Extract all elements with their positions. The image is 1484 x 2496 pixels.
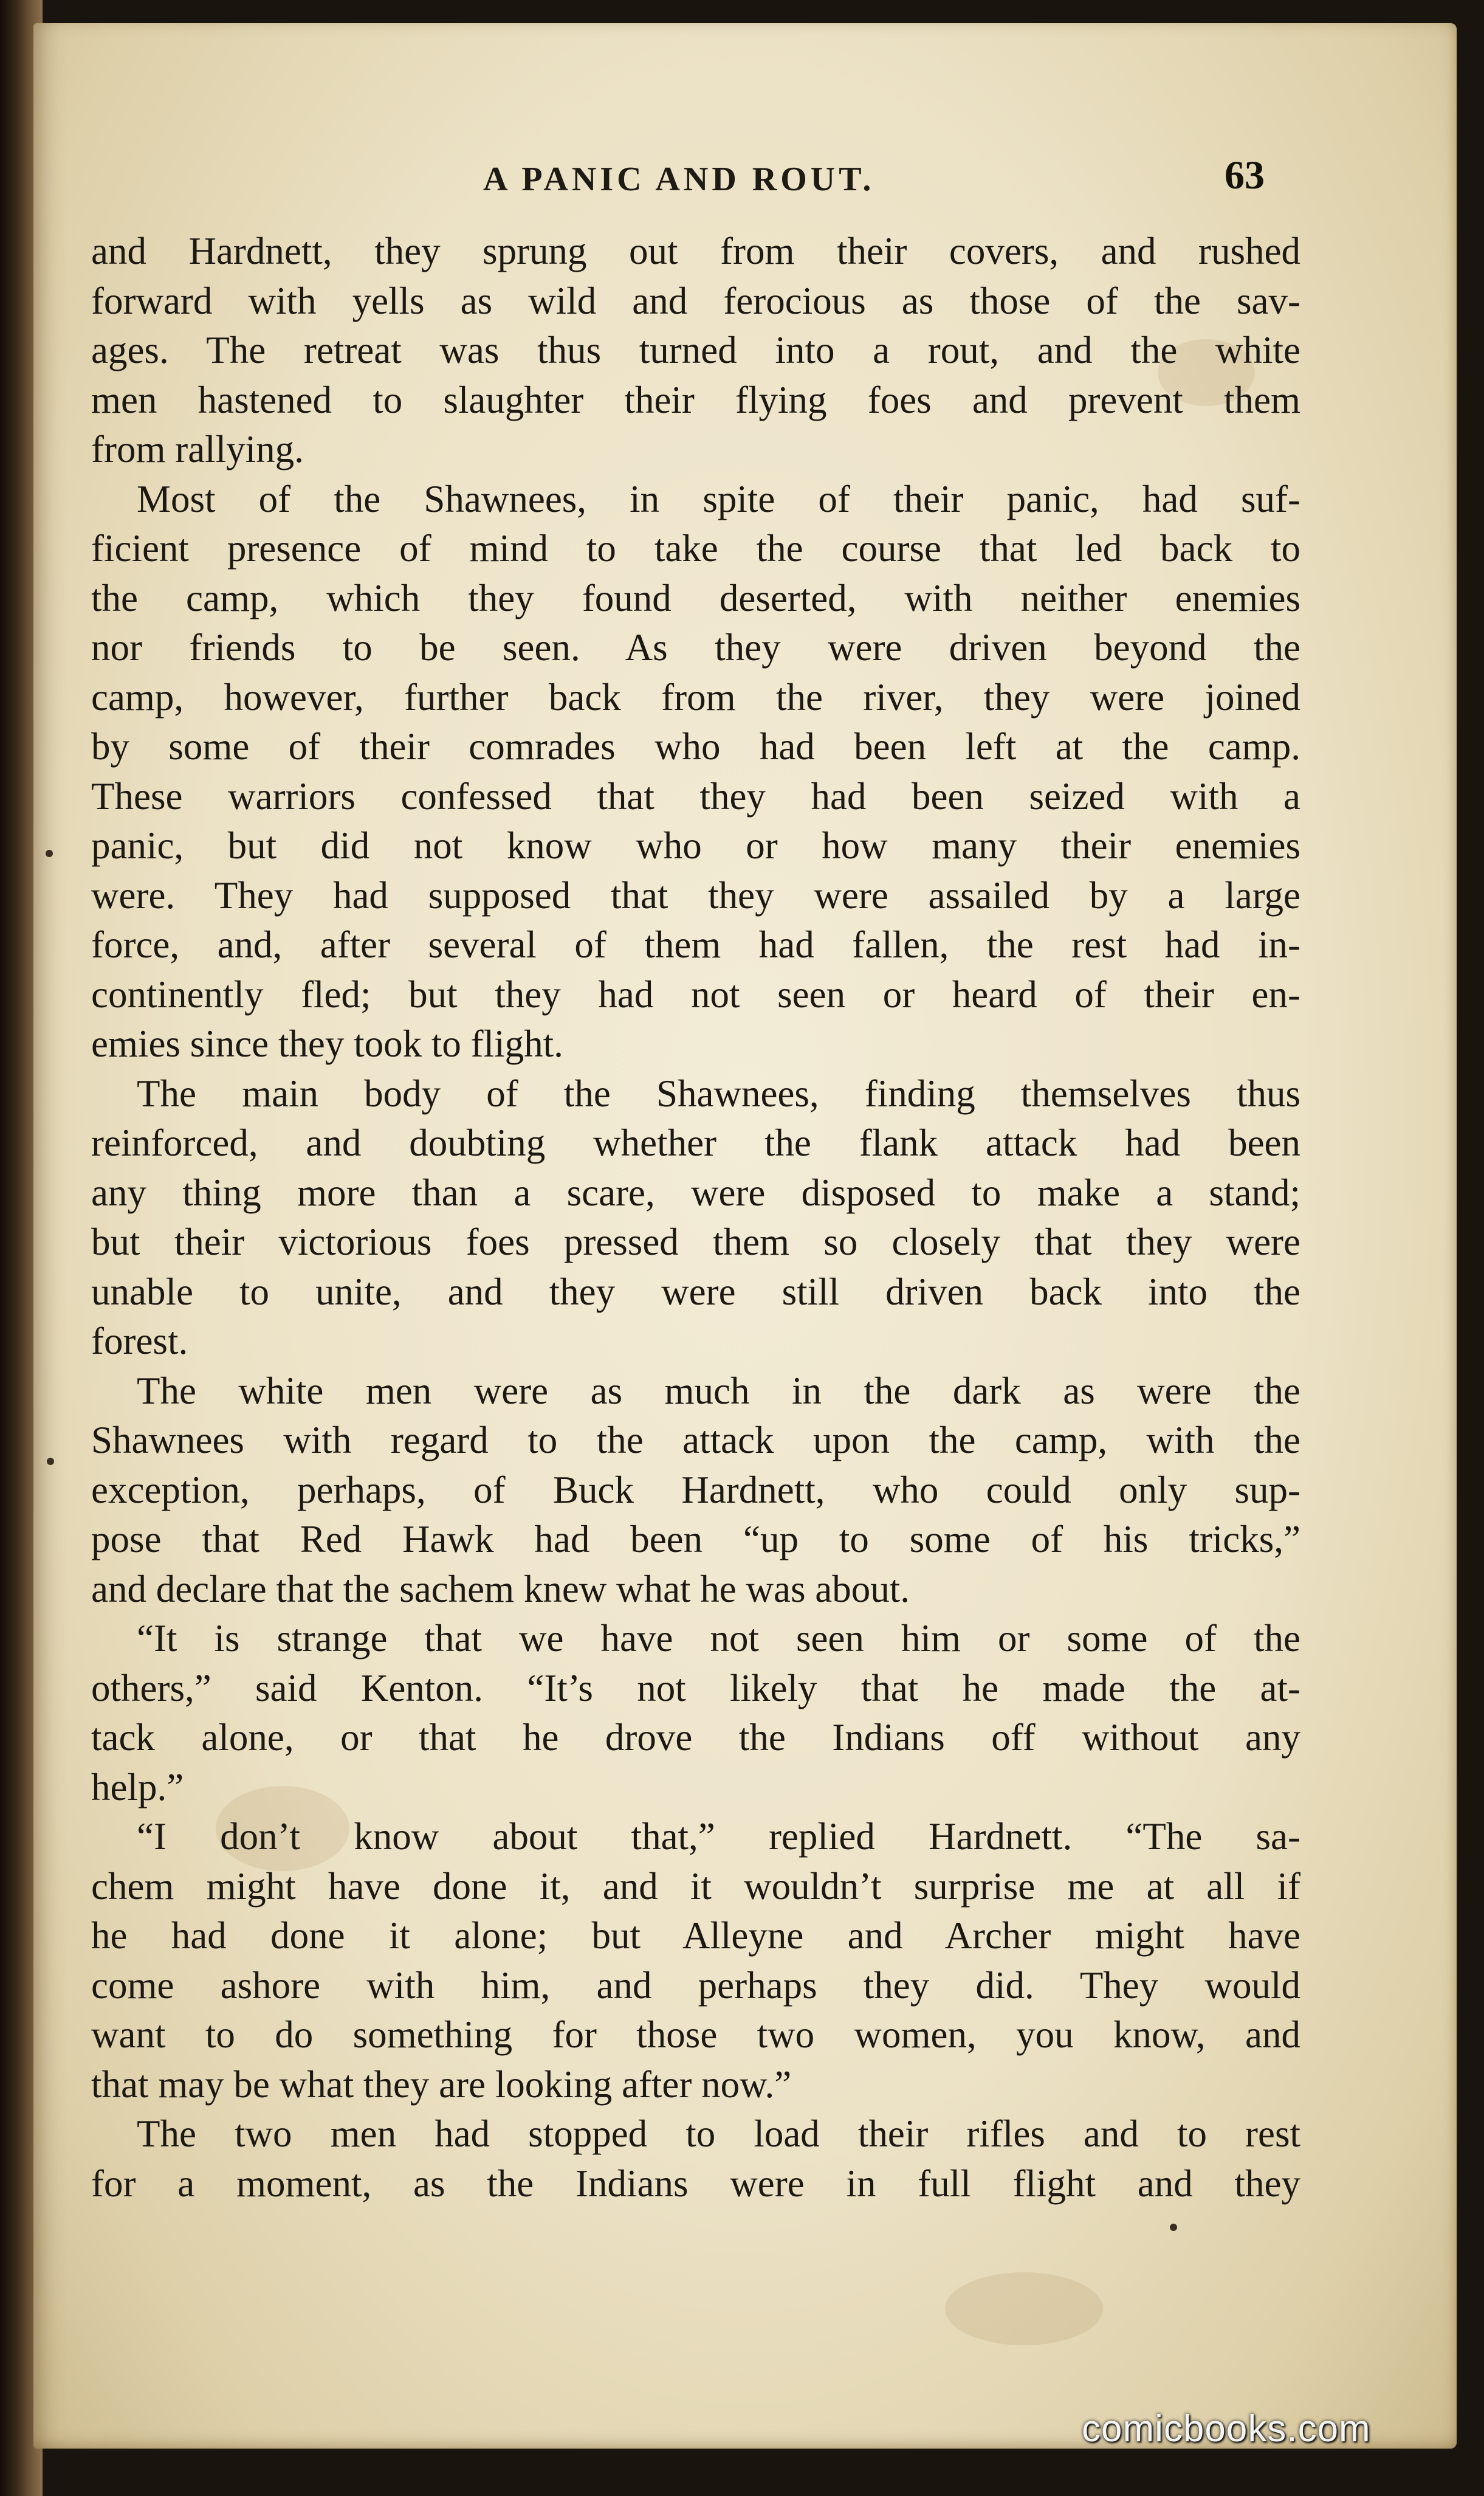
text-line: The main body of the Shawnees, finding themselves thus: [137, 1072, 1300, 1115]
text-line: forest.: [91, 1320, 188, 1362]
text-line: The two men had stopped to load their rifles and to rest: [137, 2112, 1300, 2155]
text-line: emies since they took to flight.: [91, 1022, 563, 1065]
text-line: men hastened to slaughter their flying foes and prevent them: [91, 378, 1300, 421]
ink-mark: [47, 1458, 54, 1465]
text-line: others,” said Kenton. “It’s not likely that he made the at-: [91, 1666, 1300, 1709]
text-line: force, and, after several of them had fallen, the rest had in-: [91, 923, 1300, 966]
text-line: the camp, which they found deserted, with neither enemies: [91, 576, 1300, 619]
text-line: for a moment, as the Indians were in full flight and they: [91, 2162, 1300, 2205]
text-line: chem might have done it, and it wouldn’t surprise me at all if: [91, 1864, 1300, 1908]
text-line: tack alone, or that he drove the Indians off without any: [91, 1716, 1300, 1759]
text-line: and Hardnett, they sprung out from their covers, and rushed: [91, 230, 1300, 272]
page-header: [33, 148, 1457, 202]
text-line: “It is strange that we have not seen him or some of the: [137, 1617, 1300, 1660]
text-line: he had done it alone; but Alleyne and Archer might have: [91, 1914, 1300, 1957]
text-line: ages. The retreat was thus turned into a rout, and the white: [91, 329, 1300, 371]
text-line: unable to unite, and they were still driven back into the: [91, 1270, 1300, 1313]
text-line: camp, however, further back from the river, they were joined: [91, 675, 1300, 719]
text-line: help.”: [91, 1765, 184, 1808]
page-number: 63: [1225, 153, 1265, 198]
text-line: The white men were as much in the dark as were the: [137, 1369, 1300, 1412]
ink-mark: [1170, 2224, 1177, 2231]
text-line: These warriors confessed that they had been seized with a: [91, 774, 1300, 818]
text-line: were. They had supposed that they were assailed by a large: [91, 874, 1300, 917]
text-line: exception, perhaps, of Buck Hardnett, who could only sup-: [91, 1468, 1300, 1511]
book-page: [33, 23, 1457, 2449]
text-line: “I don’t know about that,” replied Hardnett. “The sa-: [137, 1815, 1300, 1858]
ink-mark: [46, 850, 53, 857]
watermark: comicbooks.com: [1082, 2408, 1371, 2450]
text-line: reinforced, and doubting whether the flank attack had been: [91, 1122, 1300, 1164]
text-line: that may be what they are looking after now.”: [91, 2063, 792, 2106]
text-line: come ashore with him, and perhaps they did. They would: [91, 1963, 1300, 2007]
text-line: ficient presence of mind to take the course that led back to: [91, 527, 1300, 570]
text-line: continently fled; but they had not seen or heard of their en-: [91, 973, 1300, 1016]
text-line: nor friends to be seen. As they were driven beyond the: [91, 626, 1300, 669]
text-line: but their victorious foes pressed them so closely that they were: [91, 1221, 1300, 1263]
body-text: [91, 227, 1300, 2294]
running-title: A PANIC AND ROUT.: [483, 160, 875, 198]
text-line: from rallying.: [91, 428, 304, 471]
text-line: Shawnees with regard to the attack upon the camp, with the: [91, 1419, 1300, 1461]
text-line: Most of the Shawnees, in spite of their panic, had suf-: [137, 477, 1300, 520]
text-line: forward with yells as wild and ferocious as those of the sav-: [91, 279, 1300, 322]
text-line: by some of their comrades who had been left at the camp.: [91, 725, 1300, 768]
text-line: any thing more than a scare, were disposed to make a stand;: [91, 1171, 1300, 1214]
text-line: pose that Red Hawk had been “up to some of his tricks,”: [91, 1518, 1300, 1560]
text-line: want to do something for those two women, you know, and: [91, 2013, 1300, 2056]
text-line: and declare that the sachem knew what he was about.: [91, 1567, 910, 1610]
text-line: panic, but did not know who or how many their enemies: [91, 824, 1300, 867]
